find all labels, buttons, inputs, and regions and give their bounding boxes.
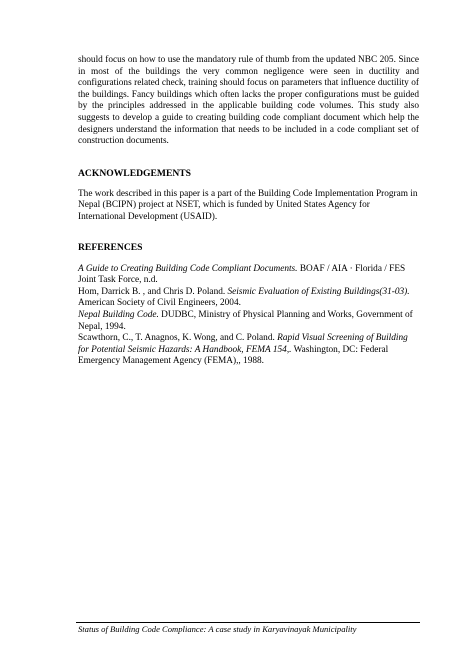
reference-publisher: BOAF / AIA · Florida / FES Joint Task Force, n.d. bbox=[78, 263, 406, 286]
references-heading: REFERENCES bbox=[78, 241, 143, 253]
reference-title: Nepal Building Code. bbox=[78, 309, 159, 320]
reference-publisher: American Society of Civil Engineers, 2004. bbox=[78, 298, 241, 309]
reference-item bbox=[78, 264, 419, 287]
footer-divider bbox=[76, 622, 420, 623]
reference-item bbox=[78, 287, 419, 310]
page-footer: Status of Building Code Compliance: A case study in Karyavinayak Municipality bbox=[78, 624, 357, 634]
reference-item bbox=[78, 333, 419, 368]
reference-publisher: Washington, DC: Federal Emergency Management Agency (FEMA),, 1988. bbox=[78, 344, 389, 367]
body-paragraph: should focus on how to use the mandatory rule of thumb from the updated NBC 205. Since in most of the buildings the very common negligence were seen in ductility and configurations related check, training should focus on parameters that influence ductility of the buildings. Fancy buildings which often lacks the proper configurations must be guided by the principles addressed in the applicable building code volumes. This study also suggests to develop a guide to creating building code compliant document which help the designers understand the information that needs to be included in a code compliant set of construction documents. bbox=[78, 55, 419, 147]
acknowledgements-heading: ACKNOWLEDGEMENTS bbox=[78, 167, 192, 179]
reference-authors: Hom, Darrick B. , and Chris D. Poland. bbox=[78, 286, 228, 297]
main-content bbox=[78, 55, 419, 368]
reference-authors: Scawthorn, C., T. Anagnos, K. Wong, and C. Poland. bbox=[78, 333, 278, 344]
reference-title: Seismic Evaluation of Existing Buildings(31-03). bbox=[227, 286, 410, 297]
reference-title: Rapid Visual Screening of Building for Potential Seismic Hazards: A Handbook, FEMA 154,. bbox=[78, 333, 408, 355]
reference-item bbox=[78, 310, 419, 333]
reference-title: A Guide to Creating Building Code Compliant Documents. bbox=[78, 263, 298, 274]
reference-publisher: DUDBC, Ministry of Physical Planning and Works, Government of Nepal, 1994. bbox=[78, 309, 413, 332]
references-list bbox=[78, 264, 419, 368]
acknowledgements-text: The work described in this paper is a part of the Building Code Implementation Program in Nepal (BCIPN) project at NSET, which is funded by United States Agency for International Development (USAID). bbox=[78, 188, 418, 222]
